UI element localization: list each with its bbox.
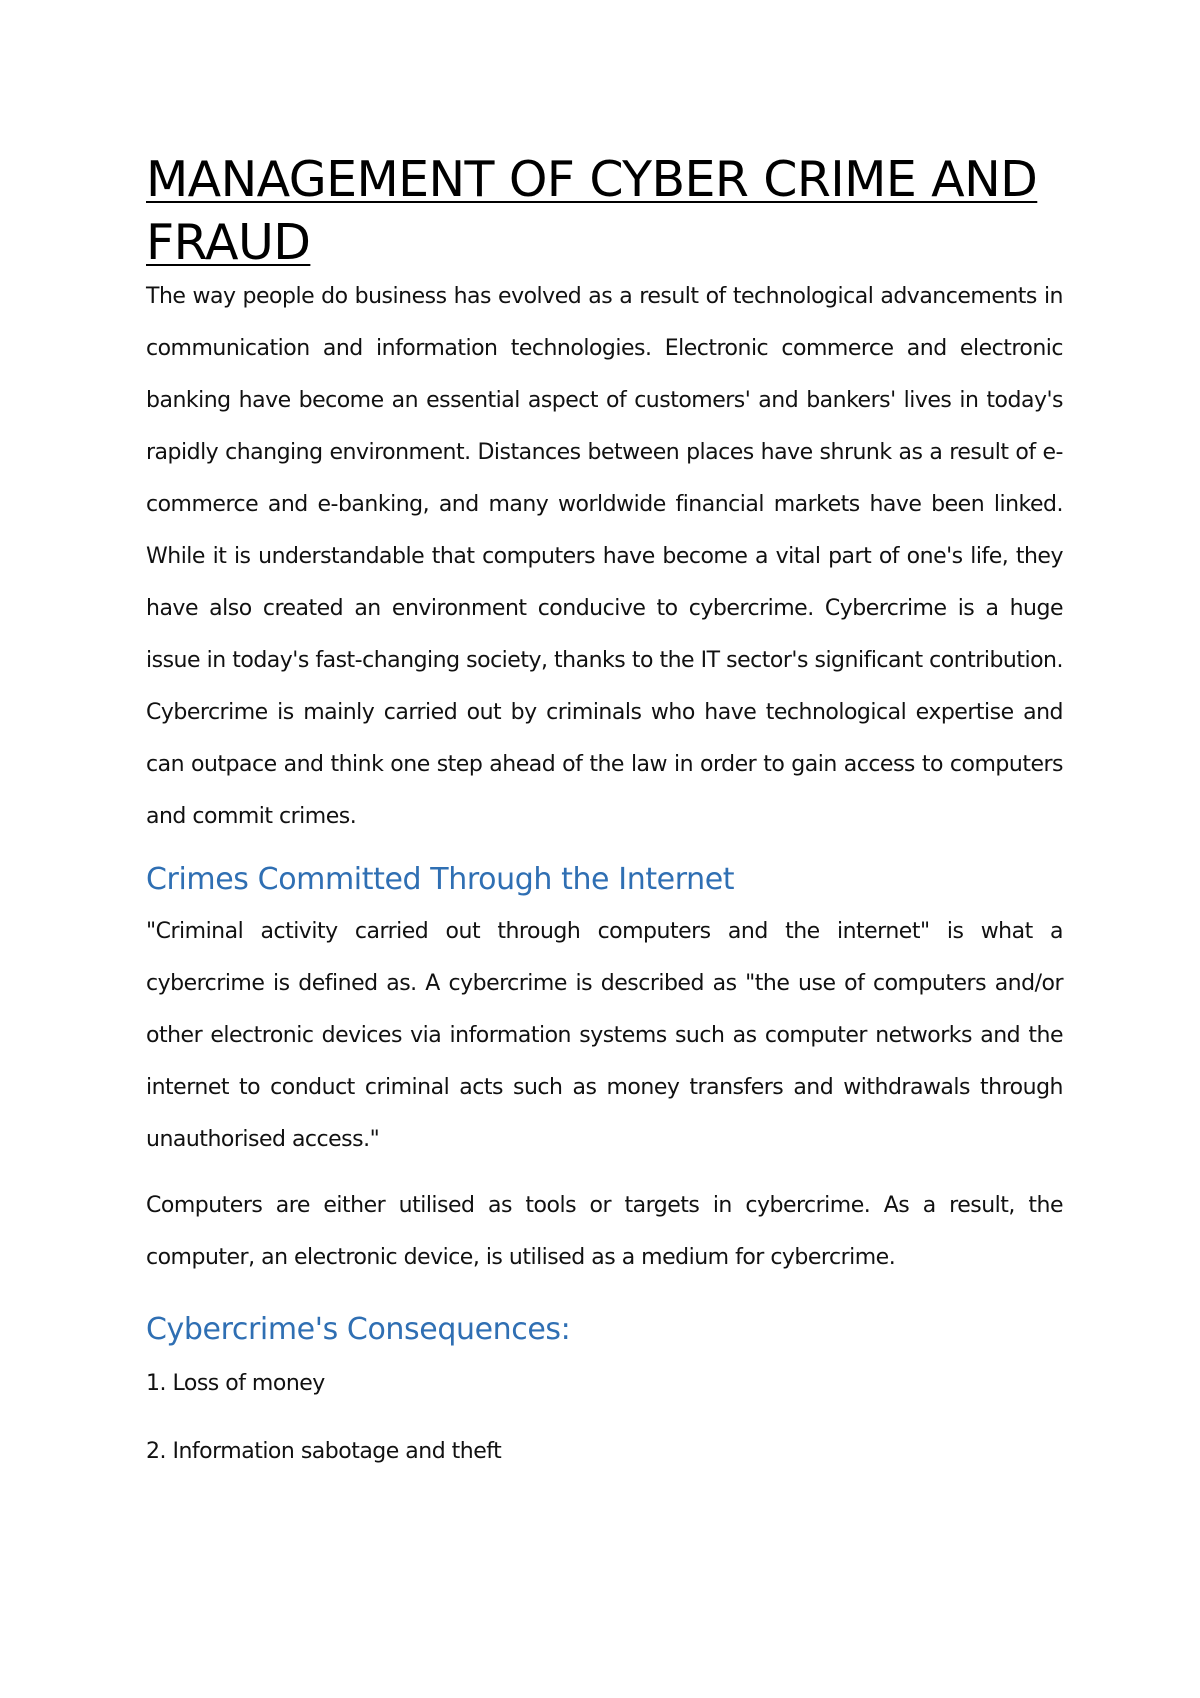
list-item: 2. Information sabotage and theft (146, 1439, 502, 1464)
list-item: 1. Loss of money (146, 1371, 325, 1396)
paragraph-cybercrime-definition: "Criminal activity carried out through computers and the internet" is what a cybercrime is defined as. A cybercrime is described as "the use of computers and/or other electronic devices via information systems such as computer networks and the internet to conduct criminal acts such as money transfers and withdrawals through unauthorised access." (146, 919, 1063, 1152)
section-heading-crimes-through-internet: Crimes Committed Through the Internet (146, 862, 735, 897)
paragraph-computers-tools-targets: Computers are either utilised as tools or targets in cybercrime. As a result, the computer, an electronic device, is utilised as a medium for cybercrime. (146, 1193, 1063, 1270)
document-title: MANAGEMENT OF CYBER CRIME AND FRAUD (146, 151, 1038, 271)
intro-paragraph: The way people do business has evolved as a result of technological advancements in communication and information technologies. Electronic commerce and electronic banking have become an essential aspect of customers' and bankers' lives in today's rapidly changing environment. Distances between places have shrunk as a result of e-commerce and e-banking, and many worldwide financial markets have been linked. While it is understandable that computers have become a vital part of one's life, they have also created an environment conducive to cybercrime. Cybercrime is a huge issue in today's fast-changing society, thanks to the IT sector's significant contribution. Cybercrime is mainly carried out by criminals who have technological expertise and can outpace and think one step ahead of the law in order to gain access to computers and commit crimes. (146, 284, 1063, 829)
section-heading-consequences: Cybercrime's Consequences: (146, 1312, 571, 1347)
